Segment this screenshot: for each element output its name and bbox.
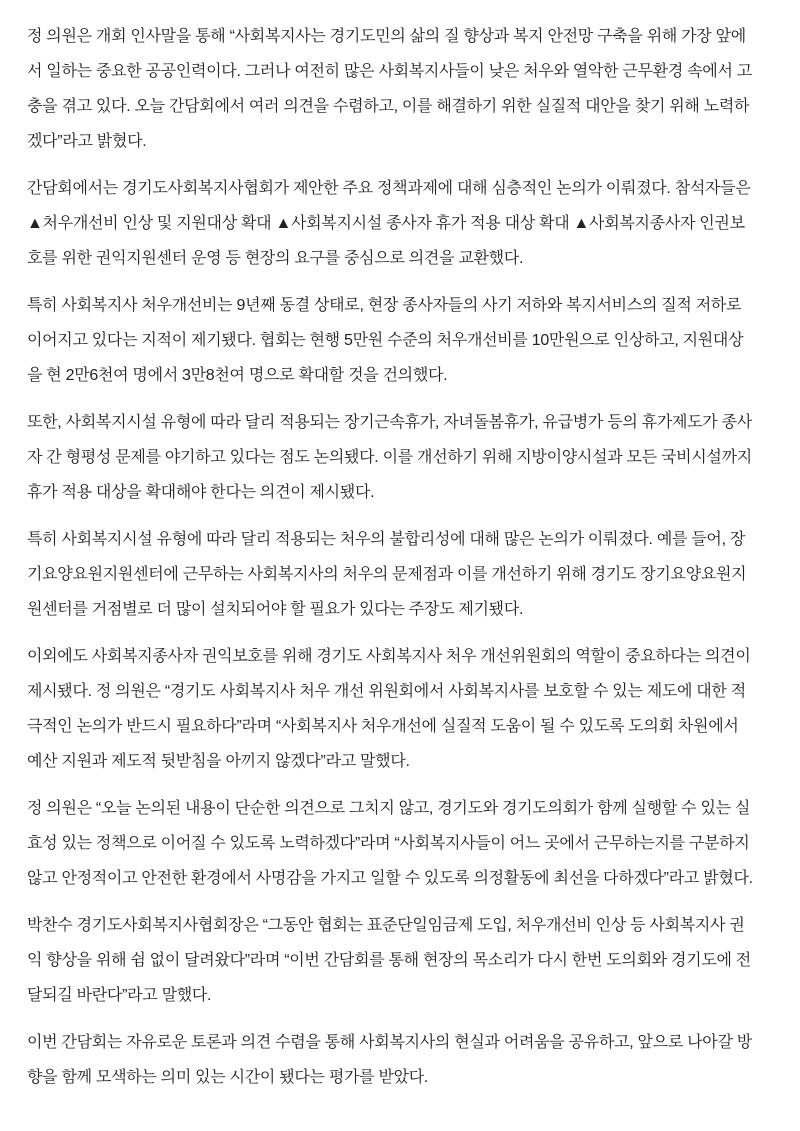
article-paragraph xyxy=(27,791,787,896)
paragraph-line: 예산 지원과 제도적 뒷받침을 아끼지 않겠다”라고 말했다. xyxy=(27,753,410,770)
article-paragraph xyxy=(27,288,787,393)
paragraph-line: 정 의원은 개회 인사말을 통해 “사회복지사는 경기도민의 삶의 질 향상과 복지 안전망 구축을 위해 가장 앞에 xyxy=(27,28,746,45)
article-paragraph xyxy=(27,522,787,627)
paragraph-line: 정 의원은 “오늘 논의된 내용이 단순한 의견으로 그치지 않고, 경기도와 경기도의회가 함께 실행할 수 있는 실 xyxy=(27,800,751,817)
paragraph-line: 특히 사회복지사 처우개선비는 9년째 동결 상태로, 현장 종사자들의 사기 저하와 복지서비스의 질적 저하로 xyxy=(27,297,742,314)
paragraph-line: 제시됐다. 정 의원은 “경기도 사회복지사 처우 개선 위원회에서 사회복지사를 보호할 수 있는 제도에 대한 적 xyxy=(27,683,746,700)
paragraph-line: ▲처우개선비 인상 및 지원대상 확대 ▲사회복지시설 종사자 휴가 적용 대상 확대 ▲사회복지종사자 인권보 xyxy=(27,215,745,232)
paragraph-line: 을 현 2만6천여 명에서 3만8천여 명으로 확대할 것을 건의했다. xyxy=(27,367,448,384)
article-paragraph xyxy=(27,19,787,159)
paragraph-line: 이번 간담회는 자유로운 토론과 의견 수렴을 통해 사회복지사의 현실과 어려움을 공유하고, 앞으로 나아갈 방 xyxy=(27,1034,752,1051)
paragraph-line: 기요양요원지원센터에 근무하는 사회복지사의 처우의 문제점과 이를 개선하기 위해 경기도 장기요양요원지 xyxy=(27,566,747,583)
paragraph-line: 박찬수 경기도사회복지사협회장은 “그동안 협회는 표준단일임금제 도입, 처우개선비 인상 등 사회복지사 권 xyxy=(27,917,745,934)
paragraph-line: 않고 안정적이고 안전한 환경에서 사명감을 가지고 일할 수 있도록 의정활동에 최선을 다하겠다”라고 밝혔다. xyxy=(27,870,753,887)
paragraph-line: 효성 있는 정책으로 이어질 수 있도록 노력하겠다”라며 “사회복지사들이 어느 곳에서 근무하는지를 구분하지 xyxy=(27,835,750,852)
article-paragraph xyxy=(27,908,787,1013)
paragraph-line: 익 향상을 위해 쉼 없이 달려왔다”라며 “이번 간담회를 통해 현장의 목소리가 다시 한번 도의회와 경기도에 전 xyxy=(27,952,751,969)
paragraph-line: 극적인 논의가 반드시 필요하다”라며 “사회복지사 처우개선에 실질적 도움이 될 수 있도록 도의회 차원에서 xyxy=(27,718,739,735)
paragraph-line: 향을 함께 모색하는 의미 있는 시간이 됐다는 평가를 받았다. xyxy=(27,1069,429,1086)
article-paragraph xyxy=(27,405,787,510)
article-paragraph xyxy=(27,639,787,779)
paragraph-line: 특히 사회복지시설 유형에 따라 달리 적용되는 처우의 불합리성에 대해 많은 논의가 이뤄졌다. 예를 들어, 장 xyxy=(27,531,746,548)
paragraph-line: 충을 겪고 있다. 오늘 간담회에서 여러 의견을 수렴하고, 이를 해결하기 위한 실질적 대안을 찾기 위해 노력하 xyxy=(27,98,750,115)
paragraph-line: 겠다”라고 밝혔다. xyxy=(27,133,147,150)
paragraph-line: 원센터를 거점별로 더 많이 설치되어야 할 필요가 있다는 주장도 제기됐다. xyxy=(27,601,524,618)
paragraph-line: 간담회에서는 경기도사회복지사협회가 제안한 주요 정책과제에 대해 심층적인 논의가 이뤄졌다. 참석자들은 xyxy=(27,180,751,197)
paragraph-line: 달되길 바란다”라고 말했다. xyxy=(27,987,212,1004)
article-paragraph xyxy=(27,1025,787,1095)
paragraph-line: 서 일하는 중요한 공공인력이다. 그러나 여전히 많은 사회복지사들이 낮은 처우와 열악한 근무환경 속에서 고 xyxy=(27,63,752,80)
paragraph-line: 휴가 적용 대상을 확대해야 한다는 의견이 제시됐다. xyxy=(27,484,375,501)
article-paragraph xyxy=(27,171,787,276)
paragraph-line: 호를 위한 권익지원센터 운영 등 현장의 요구를 중심으로 의견을 교환했다. xyxy=(27,250,524,267)
paragraph-line: 이어지고 있다는 지적이 제기됐다. 협회는 현행 5만원 수준의 처우개선비를 10만원으로 인상하고, 지원대상 xyxy=(27,332,744,349)
paragraph-line: 이외에도 사회복지종사자 권익보호를 위해 경기도 사회복지사 처우 개선위원회의 역할이 중요하다는 의견이 xyxy=(27,648,751,665)
paragraph-line: 또한, 사회복지시설 유형에 따라 달리 적용되는 장기근속휴가, 자녀돌봄휴가, 유급병가 등의 휴가제도가 종사 xyxy=(27,414,752,431)
paragraph-line: 자 간 형평성 문제를 야기하고 있다는 점도 논의됐다. 이를 개선하기 위해 지방이양시설과 모든 국비시설까지 xyxy=(27,449,752,466)
